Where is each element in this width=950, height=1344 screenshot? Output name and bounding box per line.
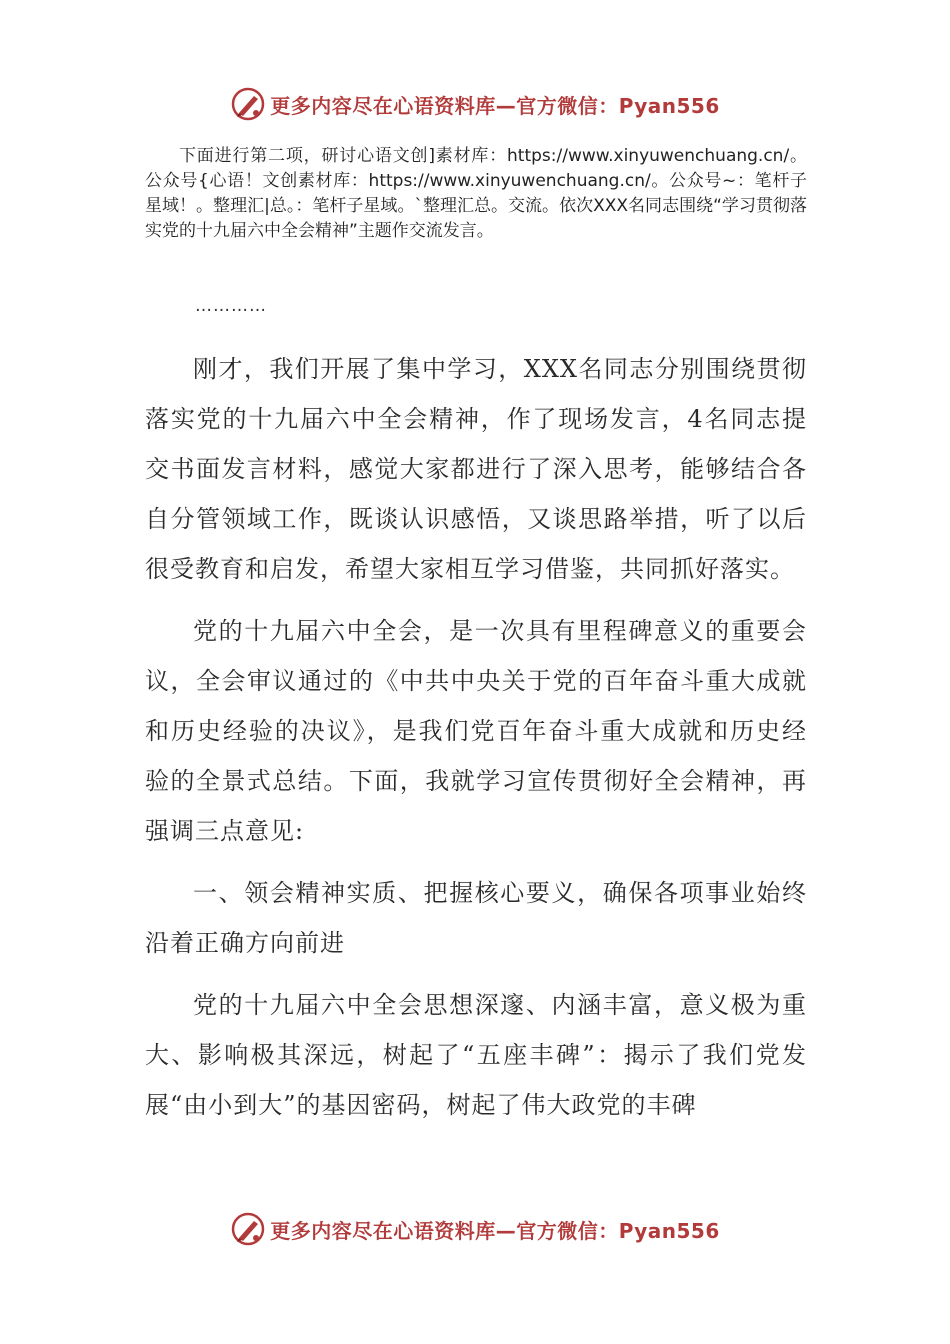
- body-paragraph-3: 党的十九届六中全会思想深邃、内涵丰富，意义极为重大、影响极其深远，树起了“五座丰碑”：揭示了我们党发展“由小到大”的基因密码，树起了伟大政党的丰碑: [145, 991, 807, 1119]
- header-banner-text: 更多内容尽在心语资料库—官方微信：Pyan556: [270, 93, 720, 118]
- header-banner: [0, 84, 950, 124]
- footer-banner-text: 更多内容尽在心语资料库—官方微信：Pyan556: [270, 1218, 720, 1243]
- main-body: [145, 344, 807, 1142]
- body-paragraph-2: 党的十九届六中全会，是一次具有里程碑意义的重要会议，全会审议通过的《中共中央关于党的百年奋斗重大成就和历史经验的决议》，是我们党百年奋斗重大成就和历史经验的全景式总结。下面，我就学习宣传贯彻好全会精神，再强调三点意见:: [145, 617, 807, 845]
- ellipsis: …………: [195, 296, 267, 316]
- pen-logo-icon: [230, 86, 266, 122]
- intro-paragraph: 下面进行第二项，研讨心语文创]素材库：https://www.xinyuwenchuang.cn/。公众号{心语！文创素材库：https://www.xinyuwenchuang.cn/。公众号~：笔杆子星域！。整理汇|总。：笔杆子星域。`整理汇总。交流。依次XXX名同志围绕“学习贯彻落实党的十九届六中全会精神”主题作交流发言。: [145, 146, 807, 241]
- intro-section: [145, 144, 807, 244]
- pen-logo-icon: [230, 1211, 266, 1247]
- section-heading-1: 一、领会精神实质、把握核心要义，确保各项事业始终沿着正确方向前进: [145, 879, 807, 957]
- body-paragraph-1: 刚才，我们开展了集中学习，XXX名同志分别围绕贯彻落实党的十九届六中全会精神，作了现场发言，4名同志提交书面发言材料，感觉大家都进行了深入思考，能够结合各自分管领域工作，既谈认识感悟，又谈思路举措，听了以后很受教育和启发，希望大家相互学习借鉴，共同抓好落实。: [145, 355, 807, 583]
- footer-banner: [0, 1209, 950, 1249]
